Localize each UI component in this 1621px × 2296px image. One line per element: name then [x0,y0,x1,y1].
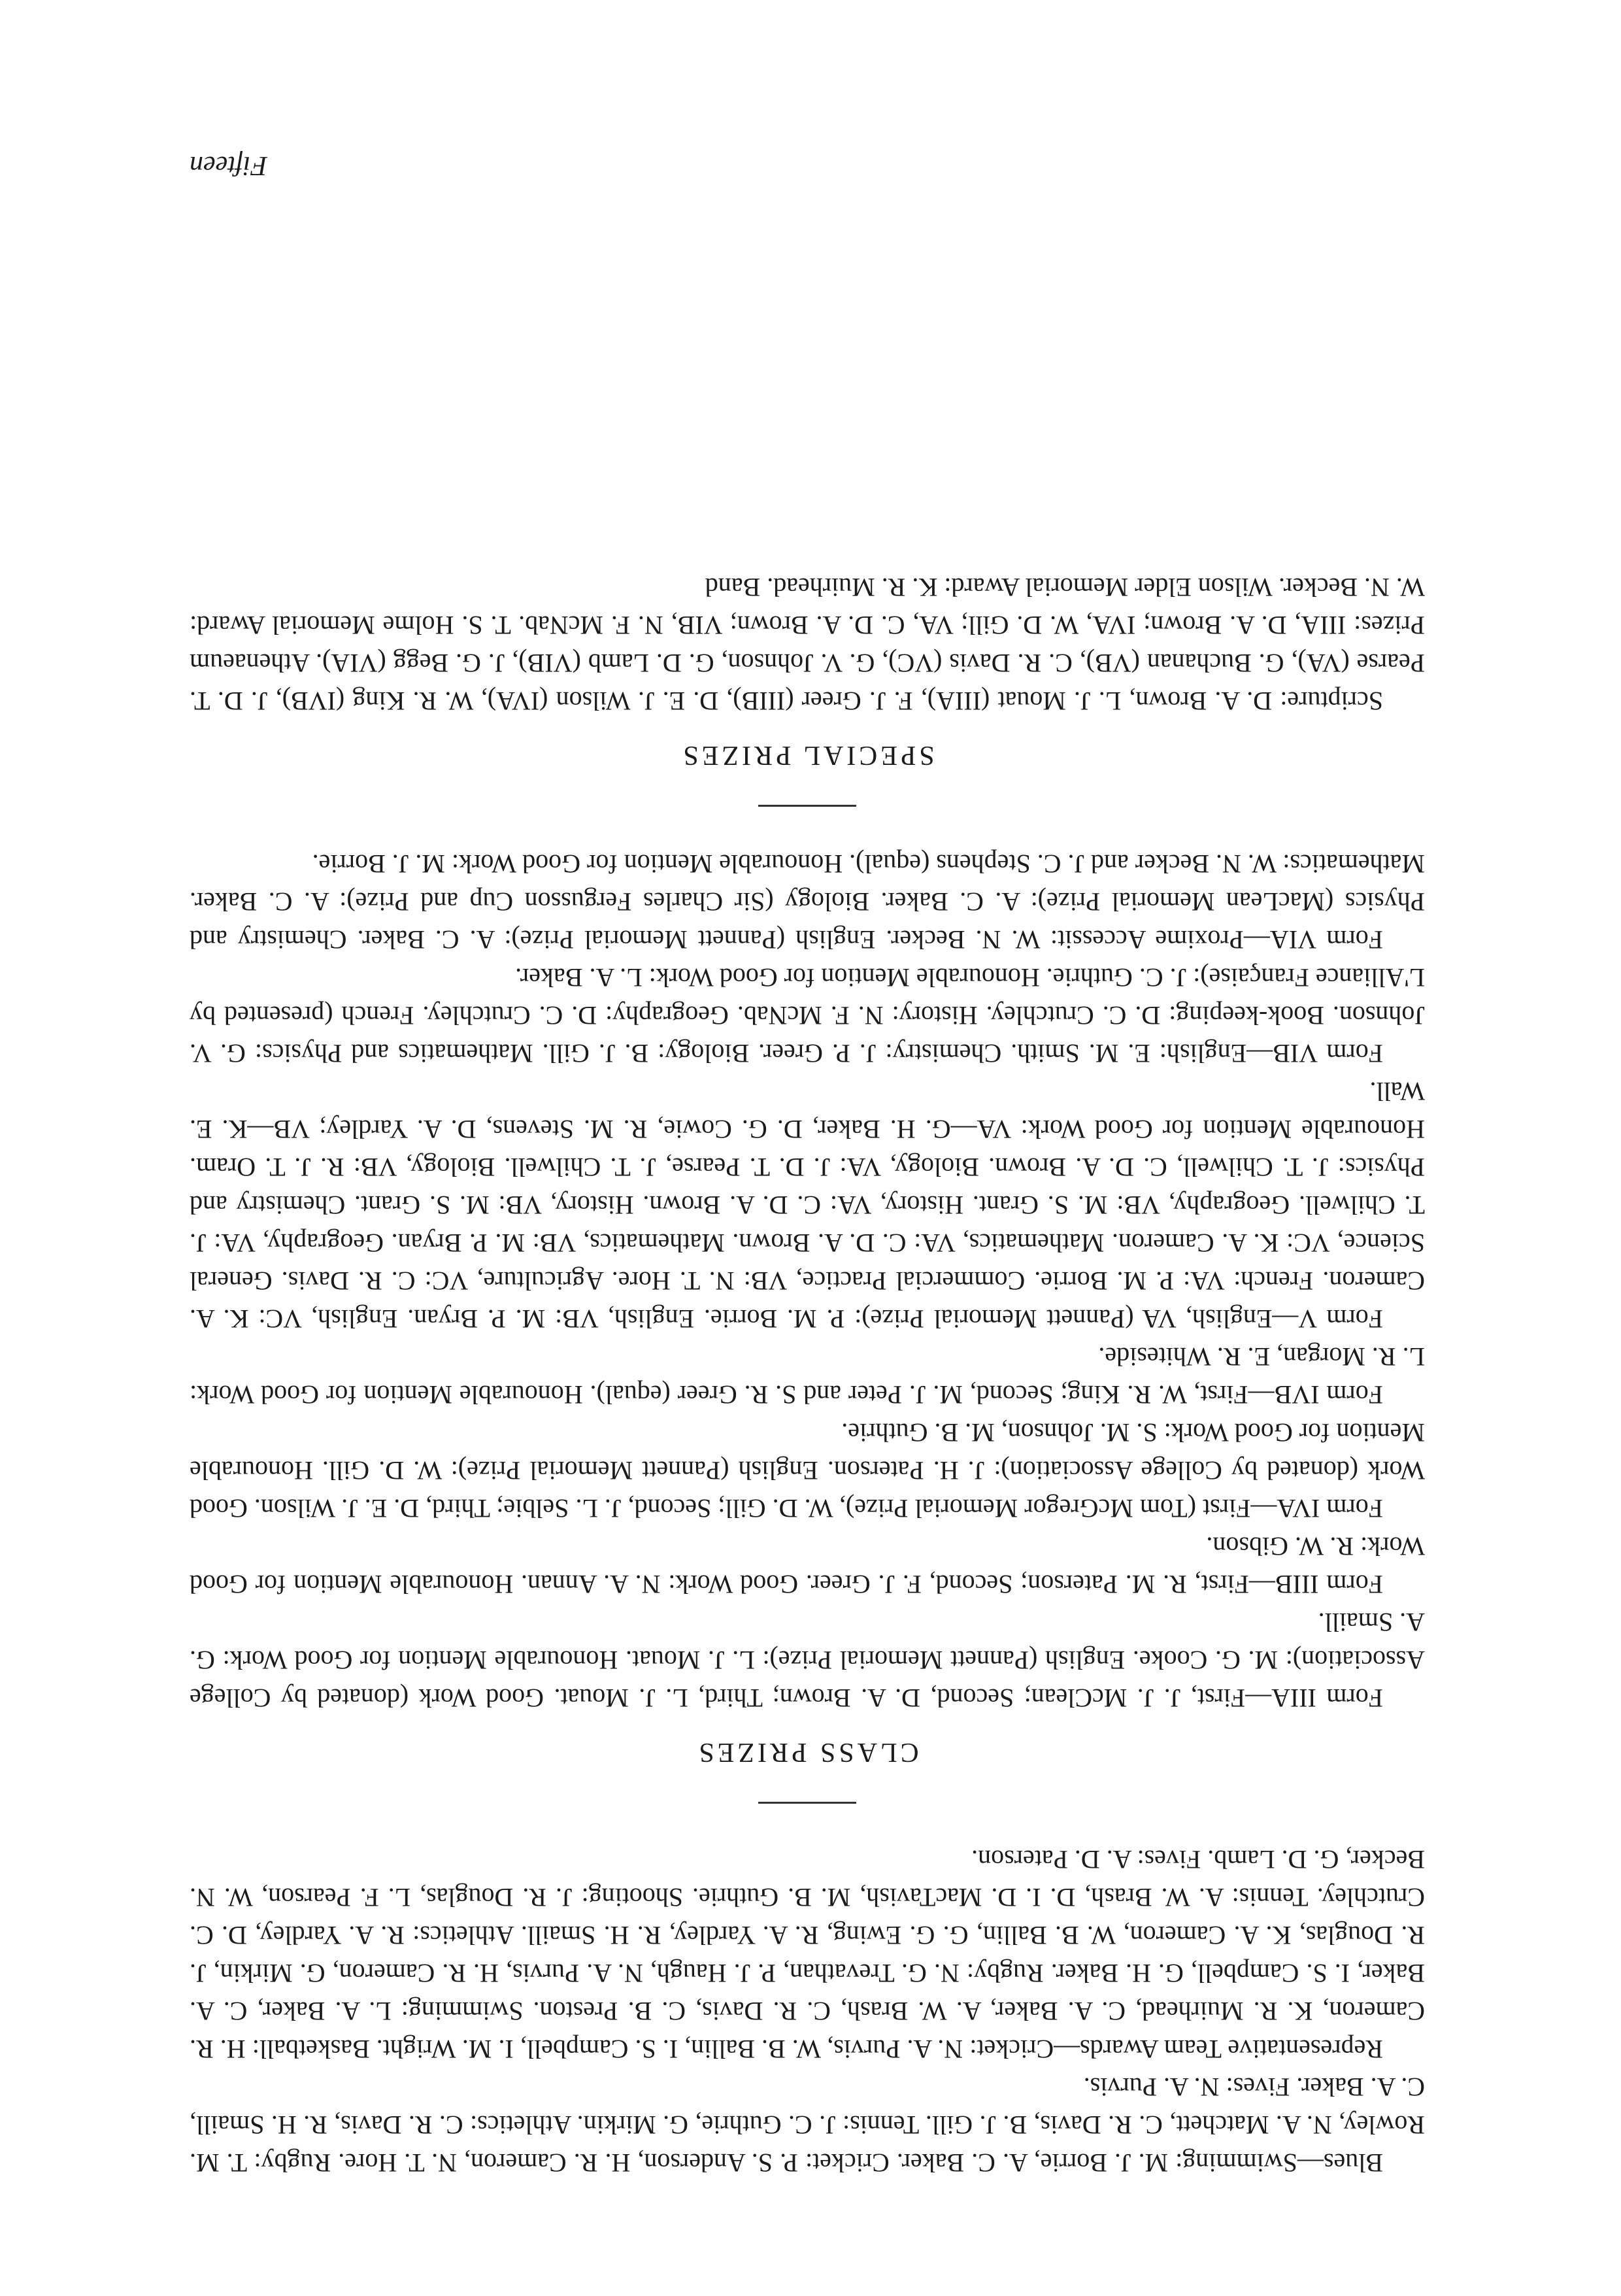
form-iiib-paragraph: Form IIIB—First, R. M. Paterson; Second, F. J. Greer. Good Work: N. A. Annan. Honourable Mention for Good Work: R. W. Gibson. [190,1532,1425,1599]
form-iva-paragraph: Form IVA—First (Tom McGregor Memorial Prize), W. D. Gill; Second, J. L. Selbie; Third, D. E. J. Wilson. Good Work (donated by College Association): J. H. Paterson. English (Pannett Memorial Prize): W. D. Gill. Honourable Mention for Good Work: S. M. Johnson, M. B. Guthrie. [190,1418,1425,1523]
page-number-container [190,150,1425,181]
blues-paragraph: Blues—Swimming: M. J. Borrie, A. C. Baker. Cricket: P. S. Anderson, H. R. Cameron, N. T. Hore. Rugby: T. M. Rowley, N. A. Matchett, C. R. Davis, B. J. Gill. Tennis: J. C. Guthrie, G. Mirkin. Athletics: C. R. Davis, R. H. Smaill, C. A. Baker. Fives: N. A. Purvis. [190,2072,1425,2178]
section-divider [758,805,856,807]
representative-awards-paragraph: Representative Team Awards—Cricket: N. A. Purvis, W. B. Ballin, I. S. Campbell, I. M. Wright. Basketball: H. R. Cameron, K. R. Muirhead, C. A. Baker, A. W. Brash, C. R. Davis, C. B. Preston. Swimming: L. A. Baker, C. A. Baker, I. S. Campbell, G. H. Baker. Rugby: N. G. Trevathan, P. J. Haugh, N. A. Purvis, H. R. Cameron, G. Mirkin, J. R. Douglas, K. A. Cameron, W. B. Ballin, G. G. Ewing, R. A. Yardley, R. H. Smaill. Athletics: R. A. Yardley, D. C. Crutchley. Tennis: A. W. Brash, D. I. D. MacTavish, M. B. Guthrie. Shooting: J. R. Douglas, L. F. Pearson, W. N. Becker, G. D. Lamb. Fives: A. D. Paterson. [190,1845,1425,2064]
form-v-paragraph: Form V—English, VA (Pannett Memorial Prize): P. M. Borrie. English, VB: M. P. Bryan. English, VC: K. A. Cameron. French: VA: P. M. Borrie. Commercial Practice, VB: N. T. Hore. Agriculture, VC: C. R. Davis. General Science, VC: K. A. Cameron. Mathematics, VA: C. D. A. Brown. Mathematics, VB: M. P. Bryan. Geography, VA: J. T. Chilwell. Geography, VB: M. S. Grant. History, VA: C. D. A. Brown. History, VB: M. S. Grant. Chemistry and Physics: J. T. Chilwell, C. D. A. Brown. Biology, VA: J. D. T. Pearse, J. T. Chilwell. Biology, VB: R. J. T. Oram. Honourable Mention for Good Work: VA—G. H. Baker, D. G. Cowie, R. M. Stevens, D. A. Yardley; VB—K. E. Wall. [190,1077,1425,1334]
form-ivb-paragraph: Form IVB—First, W. R. King; Second, M. J. Peter and S. R. Greer (equal). Honourable Mention for Good Work: L. R. Morgan, E. R. Whiteside. [190,1342,1425,1410]
form-via-paragraph: Form VIA—Proxime Accessit: W. N. Becker. English (Pannett Memorial Prize): A. C. Baker. Chemistry and Physics (MacLean Memorial Prize): A. C. Baker. Biology (Sir Charles Fergusson Cup and Prize): A. C. Baker. Mathematics: W. N. Becker and J. C. Stephens (equal). Honourable Mention for Good Work: M. J. Borrie. [190,849,1425,954]
special-prizes-paragraph: Scripture: D. A. Brown, L. J. Mouat (IIIA), F. J. Greer (IIIB), D. E. J. Wilson (IVA), W. R. King (IVB), J. D. T. Pearse (VA), G. Buchanan (VB), C. R. Davis (VC), G. V. Johnson, G. D. Lamb (VIB), J. G. Begg (VIA). Athenaeum Prizes: IIIA, D. A. Brown; IVA, W. D. Gill; VA, C. D. A. Brown; VIB, N. F. McNab. T. S. Holme Memorial Award: W. N. Becker. Wilson Elder Memorial Award: K. R. Muirhead. Band [190,573,1425,716]
special-prizes-heading: SPECIAL PRIZES [680,740,935,770]
class-prizes-heading: CLASS PRIZES [695,1737,919,1767]
page-content [190,568,1425,2182]
page-number: Fifteen [190,150,267,180]
section-divider [758,1802,856,1804]
form-vib-paragraph: Form VIB—English: E. M. Smith. Chemistry: J. P. Greer. Biology: B. J. Gill. Mathematics and Physics: G. V. Johnson. Book-keeping: D. C. Crutchley. History: N. F. McNab. Geography: D. C. Crutchley. French (presented by L'Alliance Française): J. C. Guthrie. Honourable Mention for Good Work: L. A. Baker. [190,963,1425,1068]
form-iiia-paragraph: Form IIIA—First, J. J. McClean; Second, D. A. Brown; Third, L. J. Mouat. Good Work (donated by College Association): M. G. Cooke. English (Pannett Memorial Prize): L. J. Mouat. Honourable Mention for Good Work: G. A. Smaill. [190,1608,1425,1713]
